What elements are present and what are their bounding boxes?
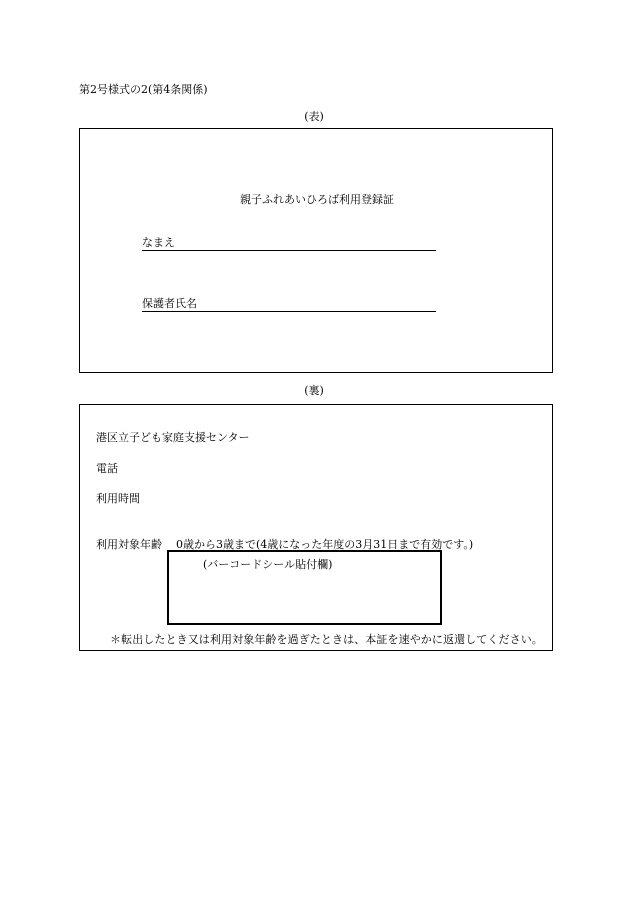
form-number: 第2号様式の2(第4条関係) <box>79 83 208 96</box>
back-side-label: (裏) <box>304 384 324 397</box>
card-title: 親子ふれあいひろば利用登録証 <box>240 193 394 206</box>
phone-label: 電話 <box>96 462 118 475</box>
registration-card-back <box>79 404 553 651</box>
return-notice: ＊転出したとき又は利用対象年齢を過ぎたときは、本証を速やかに返還してください。 <box>110 633 543 646</box>
guardian-name-field[interactable] <box>142 297 436 312</box>
name-field[interactable] <box>142 236 436 251</box>
barcode-label: (バーコードシール貼付欄) <box>203 558 333 571</box>
guardian-name-label: 保護者氏名 <box>142 297 197 310</box>
target-age-label: 利用対象年齢 <box>96 538 162 551</box>
hours-label: 利用時間 <box>96 492 140 505</box>
name-label: なまえ <box>142 236 175 249</box>
barcode-sticker-area <box>167 550 442 625</box>
front-side-label: (表) <box>304 110 324 123</box>
target-age-value: 0歳から3歳まで(4歳になった年度の3月31日まで有効です。) <box>176 538 474 551</box>
registration-card-front <box>79 128 553 373</box>
center-name: 港区立子ども家庭支援センター <box>96 431 250 444</box>
